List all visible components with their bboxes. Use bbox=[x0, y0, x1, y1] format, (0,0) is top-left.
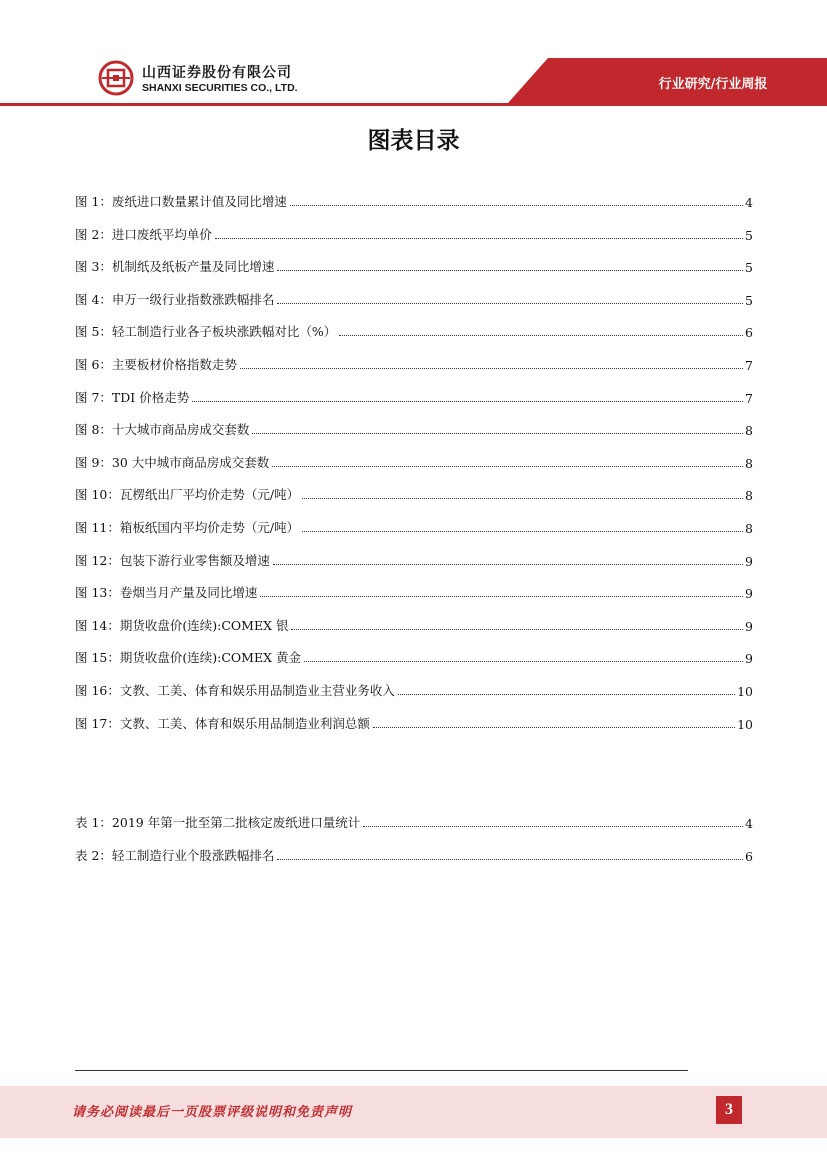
toc-entry-page: 9 bbox=[745, 586, 753, 602]
toc-dot-leader bbox=[277, 303, 743, 304]
toc-dot-leader bbox=[373, 727, 735, 728]
table-list bbox=[75, 811, 753, 876]
toc-entry-page: 10 bbox=[737, 683, 753, 699]
toc-dot-leader bbox=[398, 694, 735, 695]
figure-toc-entry[interactable] bbox=[75, 581, 753, 601]
toc-dot-leader bbox=[302, 498, 743, 499]
toc-entry-page: 5 bbox=[745, 227, 753, 243]
figure-toc-entry[interactable] bbox=[75, 516, 753, 536]
figure-toc-entry[interactable] bbox=[75, 614, 753, 634]
report-category: 行业研究/行业周报 bbox=[658, 77, 768, 92]
figure-toc-entry[interactable] bbox=[75, 353, 753, 373]
page-number: 3 bbox=[716, 1096, 742, 1124]
footer-disclaimer: 请务必阅读最后一页股票评级说明和免责声明 bbox=[72, 1105, 353, 1120]
toc-entry-page: 8 bbox=[745, 520, 753, 536]
toc-entry-page: 4 bbox=[745, 195, 753, 210]
toc-entry-page: 8 bbox=[745, 423, 753, 439]
company-name-cn: 山西证券股份有限公司 bbox=[142, 65, 292, 81]
toc-entry-page: 9 bbox=[745, 618, 753, 634]
toc-entry-page: 7 bbox=[745, 390, 753, 406]
toc-entry-label: 图 2：进口废纸平均单价 bbox=[75, 226, 212, 242]
footer-divider bbox=[75, 1070, 688, 1071]
figure-toc-entry[interactable] bbox=[75, 223, 753, 243]
figure-toc-entry[interactable] bbox=[75, 288, 753, 308]
toc-entry-label: 图 13：卷烟当月产量及同比增速 bbox=[75, 585, 258, 601]
toc-entry-page: 8 bbox=[745, 488, 753, 504]
toc-entry-page: 8 bbox=[745, 455, 753, 471]
toc-dot-leader bbox=[363, 826, 743, 827]
toc-entry-label: 图 15：期货收盘价(连续):COMEX 黄金 bbox=[75, 650, 301, 666]
toc-entry-label: 图 7：TDI 价格走势 bbox=[75, 389, 190, 405]
toc-dot-leader bbox=[290, 205, 743, 206]
toc-dot-leader bbox=[272, 466, 743, 467]
toc-title: 图表目录 bbox=[367, 128, 460, 154]
toc-dot-leader bbox=[252, 433, 743, 434]
toc-entry-label: 图 1：废纸进口数量累计值及同比增速 bbox=[75, 194, 287, 209]
figure-toc-entry[interactable] bbox=[75, 320, 753, 340]
figure-toc-entry[interactable] bbox=[75, 646, 753, 666]
figure-toc-entry[interactable] bbox=[75, 679, 753, 699]
toc-entry-page: 7 bbox=[745, 357, 753, 373]
toc-entry-label: 图 12：包装下游行业零售额及增速 bbox=[75, 552, 270, 568]
figure-toc-entry[interactable] bbox=[75, 549, 753, 569]
figure-toc-entry[interactable] bbox=[75, 190, 753, 210]
shanxi-securities-logo-icon bbox=[98, 60, 134, 96]
toc-entry-label: 图 10：瓦楞纸出厂平均价走势（元/吨） bbox=[75, 487, 300, 503]
toc-entry-label: 图 11：箱板纸国内平均价走势（元/吨） bbox=[75, 519, 300, 535]
toc-entry-label: 图 17：文教、工美、体育和娱乐用品制造业利润总额 bbox=[75, 715, 370, 731]
toc-entry-page: 6 bbox=[745, 325, 753, 341]
figure-toc-entry[interactable] bbox=[75, 483, 753, 503]
toc-entry-label: 表 1：2019 年第一批至第二批核定废纸进口量统计 bbox=[75, 815, 361, 830]
table-toc-entry[interactable] bbox=[75, 844, 753, 864]
toc-dot-leader bbox=[277, 270, 743, 271]
page-header bbox=[0, 0, 827, 108]
toc-entry-page: 9 bbox=[745, 651, 753, 667]
toc-entry-page: 6 bbox=[745, 848, 753, 864]
toc-entry-page: 5 bbox=[745, 260, 753, 276]
toc-dot-leader bbox=[339, 335, 743, 336]
toc-dot-leader bbox=[302, 531, 743, 532]
toc-dot-leader bbox=[291, 629, 743, 630]
toc-entry-label: 图 4：申万一级行业指数涨跌幅排名 bbox=[75, 291, 275, 307]
toc-entry-page: 10 bbox=[737, 716, 753, 732]
toc-entry-label: 图 5：轻工制造行业各子板块涨跌幅对比（%） bbox=[75, 324, 337, 340]
figure-toc-entry[interactable] bbox=[75, 712, 753, 732]
toc-dot-leader bbox=[273, 564, 743, 565]
toc-dot-leader bbox=[304, 661, 743, 662]
toc-entry-label: 图 3：机制纸及纸板产量及同比增速 bbox=[75, 259, 275, 275]
toc-dot-leader bbox=[277, 859, 743, 860]
figure-toc-entry[interactable] bbox=[75, 386, 753, 406]
toc-entry-label: 图 6：主要板材价格指数走势 bbox=[75, 356, 237, 372]
figure-toc-entry[interactable] bbox=[75, 255, 753, 275]
toc-entry-label: 图 9：30 大中城市商品房成交套数 bbox=[75, 454, 270, 470]
toc-dot-leader bbox=[240, 368, 743, 369]
figure-toc-entry[interactable] bbox=[75, 451, 753, 471]
toc-entry-page: 5 bbox=[745, 292, 753, 308]
toc-entry-label: 图 16：文教、工美、体育和娱乐用品制造业主营业务收入 bbox=[75, 682, 395, 698]
company-name-en: SHANXI SECURITIES CO., LTD. bbox=[142, 82, 298, 94]
toc-entry-label: 表 2：轻工制造行业个股涨跌幅排名 bbox=[75, 847, 275, 863]
toc-dot-leader bbox=[260, 596, 743, 597]
toc-entry-page: 4 bbox=[745, 816, 753, 831]
figure-toc-entry[interactable] bbox=[75, 418, 753, 438]
toc-entry-label: 图 14：期货收盘价(连续):COMEX 银 bbox=[75, 617, 289, 633]
figure-list bbox=[75, 190, 753, 744]
toc-dot-leader bbox=[215, 238, 743, 239]
toc-entry-label: 图 8：十大城市商品房成交套数 bbox=[75, 422, 250, 438]
table-toc-entry[interactable] bbox=[75, 811, 753, 831]
toc-entry-page: 9 bbox=[745, 553, 753, 569]
toc-dot-leader bbox=[192, 401, 743, 402]
